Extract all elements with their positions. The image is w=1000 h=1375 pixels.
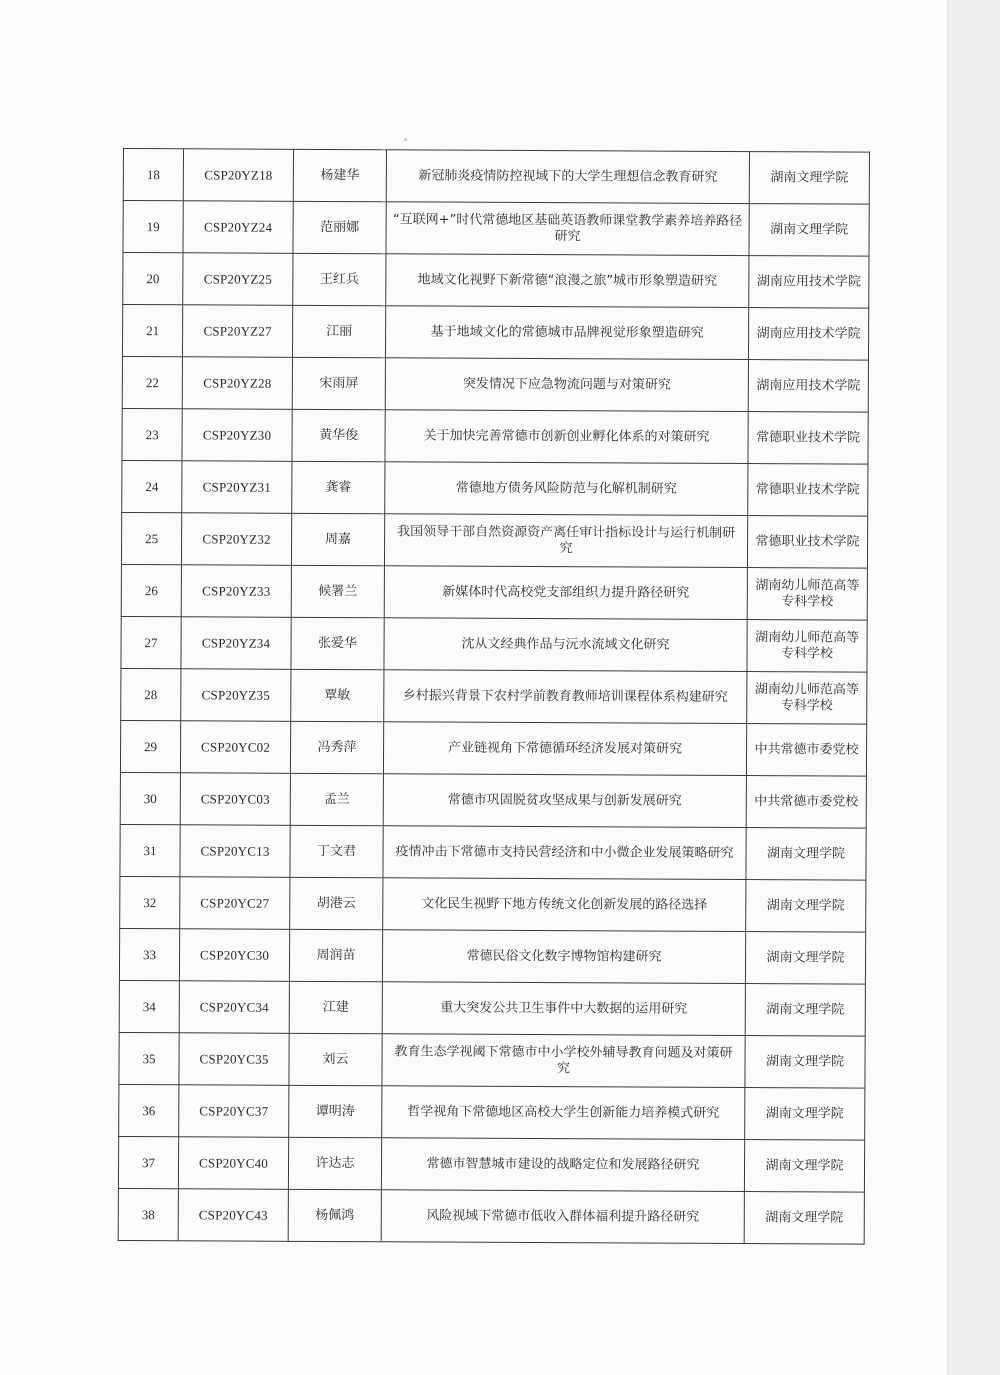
institution-name: 中共常德市委党校 — [746, 776, 866, 829]
institution-name: 湖南文理学院 — [745, 1088, 865, 1141]
project-title: 文化民生视野下地方传统文化创新发展的路径选择 — [383, 878, 746, 932]
institution-name: 湖南文理学院 — [749, 152, 869, 205]
table-row — [121, 616, 867, 672]
institution-name: 湖南文理学院 — [745, 932, 865, 985]
table-row — [121, 512, 867, 568]
researcher-name: 候署兰 — [291, 565, 384, 617]
table-row — [119, 1032, 865, 1088]
scan-edge-shadow — [947, 0, 1000, 1375]
researcher-name: 黄华俊 — [292, 409, 385, 461]
researcher-name: 周润苗 — [289, 929, 382, 981]
row-number: 32 — [120, 876, 180, 928]
institution-name: 湖南幼儿师范高等专科学校 — [747, 568, 867, 621]
researcher-name: 孟兰 — [290, 773, 383, 825]
researcher-name: 王红兵 — [293, 253, 386, 305]
project-title: 常德市智慧城市建设的战略定位和发展路径研究 — [381, 1138, 744, 1192]
row-number: 19 — [123, 201, 183, 253]
table-row — [122, 305, 868, 361]
project-code: CSP20YZ33 — [181, 565, 291, 618]
institution-name: 湖南幼儿师范高等专科学校 — [747, 672, 867, 725]
project-code: CSP20YC27 — [180, 877, 290, 930]
table-row — [118, 1136, 864, 1192]
row-number: 35 — [119, 1032, 179, 1084]
project-title: 产业链视角下常德循环经济发展对策研究 — [383, 722, 746, 776]
row-number: 29 — [120, 720, 180, 772]
institution-name: 中共常德市委党校 — [746, 724, 866, 777]
project-title: 疫情冲击下常德市支持民营经济和中小微企业发展策略研究 — [383, 826, 746, 880]
institution-name: 湖南文理学院 — [746, 828, 866, 881]
institution-name: 常德职业技术学院 — [748, 412, 868, 465]
project-title: 风险视域下常德市低收入群体福利提升路径研究 — [381, 1190, 744, 1244]
project-title: 新冠肺炎疫情防控视域下的大学生理想信念教育研究 — [386, 150, 749, 204]
table-row — [122, 408, 868, 464]
project-title: 地域文化视野下新常德“浪漫之旅”城市形象塑造研究 — [386, 254, 749, 308]
table-row — [121, 564, 867, 620]
row-number: 38 — [118, 1188, 178, 1240]
institution-name: 常德职业技术学院 — [748, 464, 868, 517]
project-code: CSP20YZ30 — [182, 409, 292, 462]
row-number: 34 — [119, 980, 179, 1032]
institution-name: 湖南应用技术学院 — [749, 256, 869, 309]
table-body — [118, 149, 869, 1245]
project-title: 新媒体时代高校党支部组织力提升路径研究 — [384, 566, 747, 620]
researcher-name: 范丽娜 — [293, 201, 386, 253]
project-code: CSP20YZ32 — [181, 513, 291, 566]
row-number: 22 — [122, 356, 182, 408]
scan-speck — [404, 138, 407, 141]
table-row — [123, 201, 869, 257]
project-code: CSP20YC40 — [178, 1137, 288, 1190]
institution-name: 湖南文理学院 — [745, 984, 865, 1037]
researcher-name: 江丽 — [292, 305, 385, 357]
researcher-name: 胡港云 — [290, 877, 383, 929]
table-row — [122, 460, 868, 516]
researcher-name: 龚睿 — [292, 461, 385, 513]
row-number: 25 — [121, 512, 181, 564]
researcher-name: 丁文君 — [290, 825, 383, 877]
row-number: 24 — [122, 460, 182, 512]
researcher-name: 宋雨屏 — [292, 357, 385, 409]
table-row — [122, 356, 868, 412]
researcher-name: 周嘉 — [291, 513, 384, 565]
institution-name: 湖南应用技术学院 — [748, 360, 868, 413]
institution-name: 湖南文理学院 — [746, 880, 866, 933]
row-number: 18 — [123, 149, 183, 201]
table-row — [123, 253, 869, 309]
project-title: 我国领导干部自然资源资产离任审计指标设计与运行机制研究 — [384, 514, 747, 568]
table-row — [120, 876, 866, 932]
row-number: 33 — [119, 928, 179, 980]
project-code: CSP20YZ28 — [182, 357, 292, 410]
project-title: 常德市巩固脱贫攻坚成果与创新发展研究 — [383, 774, 746, 828]
project-title: 哲学视角下常德地区高校大学生创新能力培养模式研究 — [382, 1086, 745, 1140]
project-code: CSP20YZ25 — [183, 253, 293, 306]
row-number: 27 — [121, 616, 181, 668]
table-row — [123, 149, 869, 205]
project-title: 乡村振兴背景下农村学前教育教师培训课程体系构建研究 — [384, 670, 747, 724]
project-code: CSP20YZ35 — [181, 669, 291, 722]
row-number: 31 — [120, 824, 180, 876]
researcher-name: 刘云 — [289, 1033, 382, 1085]
researcher-name: 杨佩鸿 — [288, 1189, 381, 1241]
institution-name: 湖南文理学院 — [744, 1140, 864, 1193]
row-number: 30 — [120, 772, 180, 824]
researcher-name: 覃敏 — [291, 669, 384, 721]
institution-name: 湖南幼儿师范高等专科学校 — [747, 620, 867, 673]
project-list-table — [118, 148, 870, 1245]
researcher-name: 冯秀萍 — [290, 721, 383, 773]
project-title: 重大突发公共卫生事件中大数据的运用研究 — [382, 982, 745, 1036]
row-number: 26 — [121, 564, 181, 616]
project-title: 基于地域文化的常德城市品牌视觉形象塑造研究 — [385, 306, 748, 360]
project-code: CSP20YC02 — [180, 721, 290, 774]
project-title: 教育生态学视阈下常德市中小学校外辅导教育问题及对策研究 — [382, 1034, 745, 1088]
project-title: 常德民俗文化数字博物馆构建研究 — [382, 930, 745, 984]
table-row — [119, 1084, 865, 1140]
institution-name: 常德职业技术学院 — [747, 516, 867, 569]
table-row — [119, 928, 865, 984]
row-number: 28 — [121, 668, 181, 720]
institution-name: 湖南文理学院 — [745, 1036, 865, 1089]
researcher-name: 许达志 — [288, 1137, 381, 1189]
row-number: 23 — [122, 408, 182, 460]
project-code: CSP20YC03 — [180, 773, 290, 826]
project-code: CSP20YC30 — [179, 929, 289, 982]
project-code: CSP20YZ34 — [181, 617, 291, 670]
project-title: 沈从文经典作品与沅水流域文化研究 — [384, 618, 747, 672]
project-code: CSP20YC13 — [180, 825, 290, 878]
table-row — [118, 1188, 864, 1244]
researcher-name: 江建 — [289, 981, 382, 1033]
row-number: 37 — [118, 1136, 178, 1188]
project-code: CSP20YC34 — [179, 981, 289, 1034]
table-row — [120, 720, 866, 776]
project-code: CSP20YZ24 — [183, 201, 293, 254]
institution-name: 湖南应用技术学院 — [748, 308, 868, 361]
project-code: CSP20YC37 — [179, 1085, 289, 1138]
row-number: 20 — [123, 253, 183, 305]
institution-name: 湖南文理学院 — [749, 204, 869, 257]
project-title: 常德地方债务风险防范与化解机制研究 — [385, 462, 748, 516]
table-row — [119, 980, 865, 1036]
project-title: 关于加快完善常德市创新创业孵化体系的对策研究 — [385, 410, 748, 464]
project-code: CSP20YZ18 — [183, 149, 293, 202]
row-number: 36 — [119, 1084, 179, 1136]
researcher-name: 张爱华 — [291, 617, 384, 669]
table-row — [120, 824, 866, 880]
project-code: CSP20YC35 — [179, 1033, 289, 1086]
researcher-name: 杨建华 — [293, 149, 386, 201]
table-row — [121, 668, 867, 724]
project-code: CSP20YZ27 — [182, 305, 292, 358]
row-number: 21 — [122, 305, 182, 357]
researcher-name: 谭明涛 — [289, 1085, 382, 1137]
project-code: CSP20YC43 — [178, 1189, 288, 1242]
table-row — [120, 772, 866, 828]
project-title: 突发情况下应急物流问题与对策研究 — [385, 358, 748, 412]
project-title: “互联网+”时代常德地区基础英语教师课堂教学素养培养路径研究 — [386, 202, 749, 256]
project-code: CSP20YZ31 — [182, 461, 292, 514]
institution-name: 湖南文理学院 — [744, 1192, 864, 1245]
